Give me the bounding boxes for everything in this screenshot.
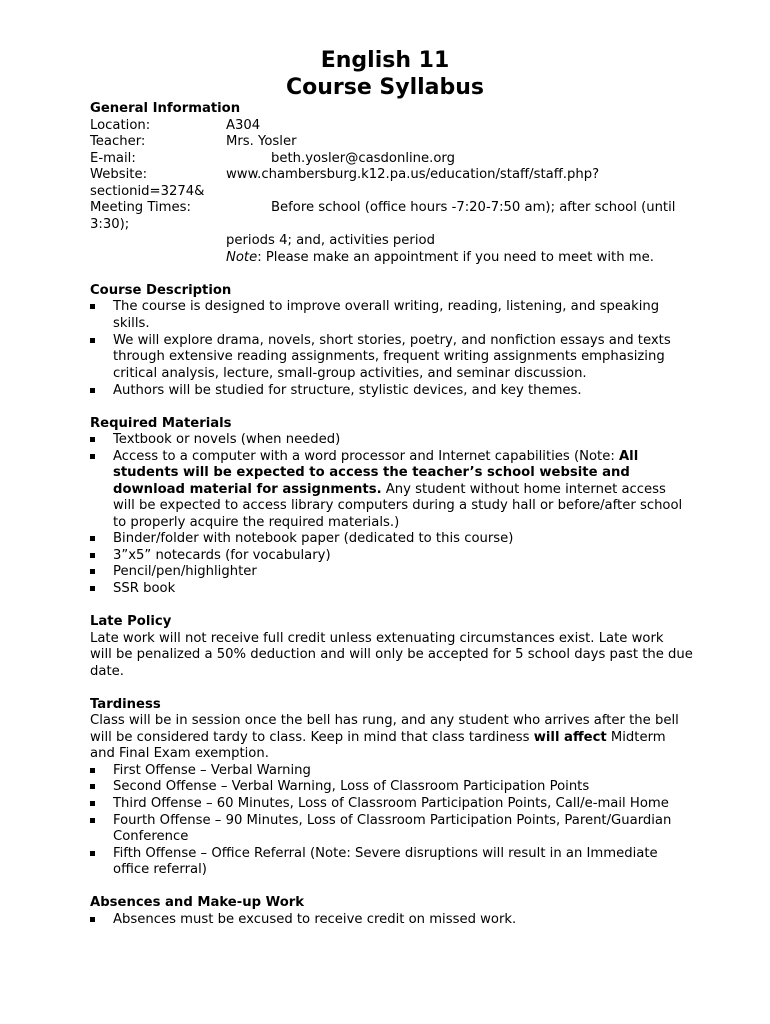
material-item-2-cont3: will be expected to access library computers during a study hall or before/after school	[113, 498, 683, 513]
tardiness-text-2a: will be considered tardy to class. Keep in mind that class tardiness	[90, 730, 534, 745]
tardiness-text-3: and Final Exam exemption.	[90, 746, 269, 761]
bullet-icon	[90, 813, 98, 821]
bullet-icon	[90, 779, 98, 787]
email-value: beth.yosler@casdonline.org	[271, 151, 455, 166]
material-item-2-bold2: download material for assignments.	[113, 482, 382, 497]
absences-heading: Absences and Make-up Work	[90, 895, 305, 910]
bullet-icon	[90, 548, 98, 556]
bullet-icon	[90, 383, 98, 391]
material-item-2-cont: students will be expected to access the teacher’s school website and	[113, 465, 630, 480]
meeting-continued: 3:30);	[90, 217, 130, 232]
material-item-2-text: Access to a computer with a word processor and Internet capabilities (Note:	[113, 449, 619, 464]
material-item-3: Binder/folder with notebook paper (dedicated to this course)	[113, 531, 514, 546]
offense-item-4-cont: Conference	[113, 829, 189, 844]
bullet-icon	[90, 432, 98, 440]
offense-item-5: Fifth Offense – Office Referral (Note: Severe disruptions will result in an Immediate	[113, 846, 658, 861]
tardiness-text-2b: will affect	[533, 730, 607, 745]
material-item-4: 3”x5” notecards (for vocabulary)	[113, 548, 331, 563]
bullet-icon	[90, 449, 98, 457]
tardiness-text-2c: Midterm	[606, 730, 666, 745]
offense-item-4: Fourth Offense – 90 Minutes, Loss of Classroom Participation Points, Parent/Guardian	[113, 813, 672, 828]
meeting-label: Meeting Times:	[90, 200, 191, 215]
offense-item-3: Third Offense – 60 Minutes, Loss of Classroom Participation Points, Call/e-mail Home	[113, 796, 669, 811]
teacher-value: Mrs. Yosler	[226, 134, 297, 149]
bullet-icon	[90, 912, 98, 920]
material-item-6: SSR book	[113, 581, 176, 596]
note-label: Note	[226, 250, 258, 265]
material-item-1: Textbook or novels (when needed)	[113, 432, 341, 447]
location-label: Location:	[90, 118, 151, 133]
meeting-value: Before school (office hours -7:20-7:50 am); after school (until	[271, 200, 676, 215]
bullet-icon	[90, 763, 98, 771]
offense-item-2: Second Offense – Verbal Warning, Loss of Classroom Participation Points	[113, 779, 590, 794]
late-text-2: will be penalized a 50% deduction and will only be accepted for 5 school days past the due	[90, 647, 693, 662]
page-title: English 11	[320, 48, 450, 73]
material-item-2-cont2	[113, 482, 666, 499]
tardiness-heading: Tardiness	[90, 697, 161, 712]
material-item-2-bold: All	[618, 449, 639, 464]
teacher-label: Teacher:	[90, 134, 146, 149]
course-heading: Course Description	[90, 283, 232, 298]
tardiness-text-2	[90, 730, 666, 747]
course-item-2-cont: through extensive reading assignments, frequent writing assignments emphasizing	[113, 349, 665, 364]
course-item-3: Authors will be studied for structure, stylistic devices, and key themes.	[113, 383, 582, 398]
material-item-2-cont4: to properly acquire the required materials.)	[113, 515, 400, 530]
bullet-icon	[90, 299, 98, 307]
location-value: A304	[226, 118, 261, 133]
page-subtitle: Course Syllabus	[285, 75, 485, 100]
material-item-2-text2: Any student without home internet access	[381, 482, 666, 497]
bullet-icon	[90, 564, 98, 572]
course-item-1: The course is designed to improve overall writing, reading, listening, and speaking	[113, 299, 660, 314]
bullet-icon	[90, 796, 98, 804]
bullet-icon	[90, 581, 98, 589]
tardiness-text-1: Class will be in session once the bell has rung, and any student who arrives after the bell	[90, 713, 679, 728]
bullet-icon	[90, 333, 98, 341]
website-continued: sectionid=3274&	[90, 184, 205, 199]
website-value: www.chambersburg.k12.pa.us/education/staff/staff.php?	[226, 167, 600, 182]
absence-item-1: Absences must be excused to receive credit on missed work.	[113, 912, 517, 927]
email-label: E-mail:	[90, 151, 136, 166]
materials-heading: Required Materials	[90, 416, 232, 431]
course-item-2-cont2: critical analysis, lecture, small-group activities, and seminar discussion.	[113, 366, 587, 381]
general-heading: General Information	[90, 101, 241, 116]
offense-item-5-cont: office referral)	[113, 862, 207, 877]
meeting-line2: periods 4; and, activities period	[226, 233, 435, 248]
offense-item-1: First Offense – Verbal Warning	[113, 763, 311, 778]
late-heading: Late Policy	[90, 614, 172, 629]
bullet-icon	[90, 531, 98, 539]
appointment-note	[226, 250, 654, 267]
material-item-5: Pencil/pen/highlighter	[113, 564, 257, 579]
material-item-2	[113, 449, 638, 466]
bullet-icon	[90, 846, 98, 854]
website-label: Website:	[90, 167, 148, 182]
course-item-2: We will explore drama, novels, short stories, poetry, and nonfiction essays and texts	[113, 333, 671, 348]
late-text-1: Late work will not receive full credit unless extenuating circumstances exist. Late work	[90, 631, 664, 646]
late-text-3: date.	[90, 664, 124, 679]
note-text: : Please make an appointment if you need to meet with me.	[257, 250, 654, 265]
course-item-1-cont: skills.	[113, 316, 150, 331]
